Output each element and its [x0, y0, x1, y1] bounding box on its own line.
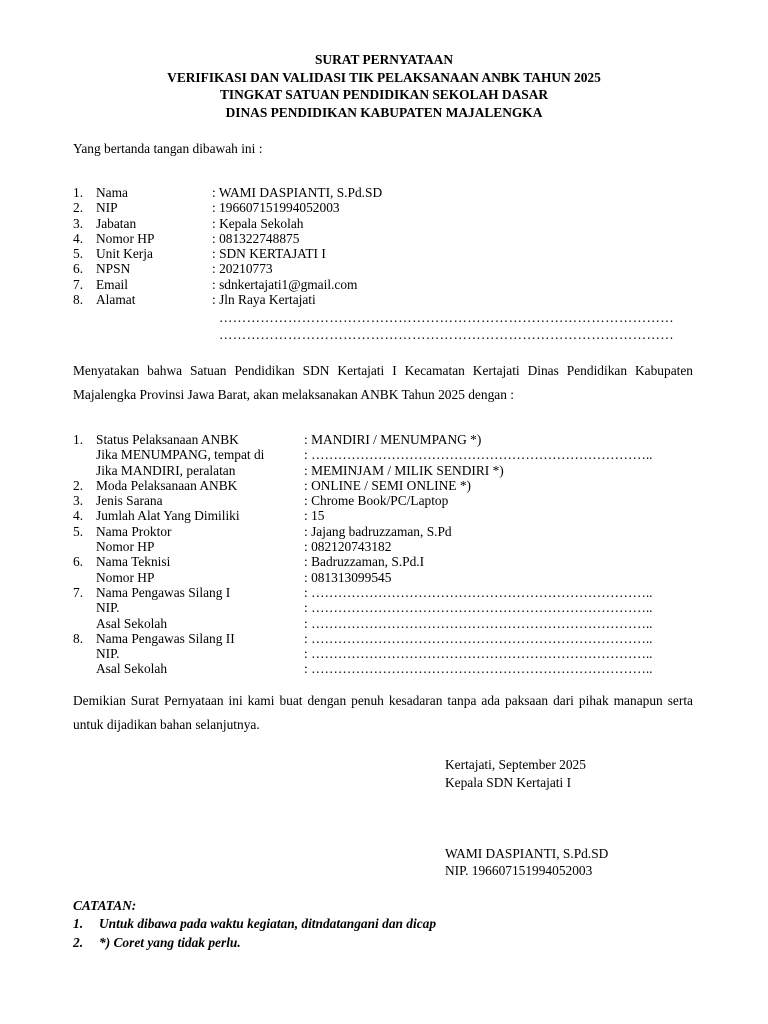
field-value: : MANDIRI / MENUMPANG *) [304, 432, 482, 447]
detail-row [73, 432, 693, 447]
item-number: 8. [73, 292, 84, 308]
signature-position: Kepala SDN Kertajati I [445, 775, 572, 790]
field-value: : ONLINE / SEMI ONLINE *) [304, 477, 471, 493]
document-title [0, 51, 768, 121]
item-number: 4. [73, 508, 84, 524]
field-value: : ………………………………………………………………….. [304, 630, 653, 646]
note-text: Untuk dibawa pada waktu kegiatan, ditndatangani dan dicap [99, 916, 437, 931]
field-value: : 15 [304, 508, 325, 524]
identity-row [73, 185, 693, 200]
signatory-nip: NIP. 196607151994052003 [445, 863, 593, 878]
field-value: : Chrome Book/PC/Laptop [304, 493, 449, 509]
detail-row [73, 524, 693, 539]
field-value: : MEMINJAM / MILIK SENDIRI *) [304, 462, 504, 478]
field-label: Nama Teknisi [96, 554, 171, 570]
field-label: Nama Pengawas Silang II [96, 630, 235, 646]
field-value: : SDN KERTAJATI I [212, 246, 326, 262]
detail-row [73, 646, 693, 661]
details-list [73, 432, 693, 677]
field-value: : sdnkertajati1@gmail.com [212, 276, 358, 292]
field-value: : 082120743182 [304, 539, 392, 555]
field-label: Status Pelaksanaan ANBK [96, 432, 239, 447]
field-value: : 081313099545 [304, 569, 392, 585]
signature-place-date: Kertajati, September 2025 [445, 757, 586, 772]
field-label: Nama Proktor [96, 523, 172, 539]
field-label: Jika MANDIRI, peralatan [96, 462, 236, 478]
identity-row [73, 277, 693, 292]
detail-row [73, 631, 693, 646]
field-label: Jumlah Alat Yang Dimiliki [96, 508, 240, 524]
title-line-3: TINGKAT SATUAN PENDIDIKAN SEKOLAH DASAR [219, 87, 549, 102]
field-label: Nomor HP [96, 539, 155, 555]
item-number: 8. [73, 630, 84, 646]
item-number: 6. [73, 554, 84, 570]
identity-row [73, 292, 693, 307]
note-item [73, 914, 436, 933]
identity-row [73, 200, 693, 215]
field-label: NIP [96, 200, 118, 216]
identity-list [73, 185, 693, 307]
detail-row [73, 463, 693, 478]
field-value: : ………………………………………………………………….. [304, 447, 653, 463]
field-label: Email [96, 276, 128, 292]
detail-row [73, 447, 693, 462]
field-label: Asal Sekolah [96, 661, 168, 677]
field-value: : ………………………………………………………………….. [304, 600, 653, 616]
item-number: 7. [73, 276, 84, 292]
field-label: Jenis Sarana [96, 493, 163, 509]
title-line-2: VERIFIKASI DAN VALIDASI TIK PELAKSANAAN ANBK TAHUN 2025 [167, 69, 601, 85]
item-number: 1. [73, 432, 84, 447]
field-value: : ………………………………………………………………….. [304, 646, 653, 662]
field-label: Alamat [96, 292, 136, 308]
field-value: : ………………………………………………………………….. [304, 661, 653, 677]
field-value: : 20210773 [212, 261, 273, 277]
field-value: : Kepala Sekolah [212, 215, 304, 231]
field-label: Nomor HP [96, 569, 155, 585]
identity-row [73, 231, 693, 246]
item-number: 4. [73, 230, 84, 246]
detail-row [73, 661, 693, 676]
item-number: 2. [73, 477, 84, 493]
item-number: 2. [73, 200, 84, 216]
address-dotted-line: ……………………………………………………………………………………… [219, 327, 675, 342]
note-text: *) Coret yang tidak perlu. [99, 935, 241, 950]
identity-row [73, 261, 693, 276]
item-number: 6. [73, 261, 84, 277]
field-label: Asal Sekolah [96, 615, 168, 631]
detail-row [73, 600, 693, 615]
identity-row [73, 216, 693, 231]
item-number: 5. [73, 246, 84, 262]
field-value: : ………………………………………………………………….. [304, 615, 653, 631]
field-label: Nama Pengawas Silang I [96, 584, 231, 600]
field-value: : WAMI DASPIANTI, S.Pd.SD [212, 185, 383, 200]
field-label: NIP. [96, 646, 120, 662]
detail-row [73, 539, 693, 554]
notes-heading: CATATAN: [73, 898, 137, 913]
identity-row [73, 246, 693, 261]
field-value: : Jln Raya Kertajati [212, 292, 316, 308]
item-number: 7. [73, 584, 84, 600]
note-item [73, 933, 241, 952]
detail-row [73, 478, 693, 493]
detail-row [73, 585, 693, 600]
item-number: 1. [73, 185, 84, 200]
field-value: : 081322748875 [212, 230, 300, 246]
note-number: 1. [73, 916, 84, 931]
title-line-4: DINAS PENDIDIKAN KABUPATEN MAJALENGKA [225, 104, 543, 120]
detail-row [73, 554, 693, 569]
field-label: Nomor HP [96, 230, 155, 246]
note-number: 2. [73, 935, 84, 950]
field-label: Unit Kerja [96, 246, 153, 262]
field-label: NPSN [96, 261, 131, 277]
field-label: NIP. [96, 600, 120, 616]
detail-row [73, 616, 693, 631]
field-value: : ………………………………………………………………….. [304, 584, 653, 600]
title-line-1: SURAT PERNYATAAN [314, 52, 454, 67]
closing-paragraph: Demikian Surat Pernyataan ini kami buat dengan penuh kesadaran tanpa ada paksaan dari pihak manapun serta untuk dijadikan bahan selanjutnya. [73, 693, 693, 732]
detail-row [73, 493, 693, 508]
field-label: Jika MENUMPANG, tempat di [96, 447, 265, 463]
signatory-name: WAMI DASPIANTI, S.Pd.SD [445, 846, 609, 861]
address-dotted-line: ……………………………………………………………………………………… [219, 310, 675, 325]
item-number: 3. [73, 215, 84, 231]
field-label: Nama [96, 185, 128, 200]
item-number: 3. [73, 493, 84, 509]
field-value: : 196607151994052003 [212, 200, 340, 216]
field-label: Moda Pelaksanaan ANBK [96, 477, 238, 493]
statement-paragraph: Menyatakan bahwa Satuan Pendidikan SDN Kertajati I Kecamatan Kertajati Dinas Pendidikan Kabupaten Majalengka Provinsi Jawa Barat, akan melaksanakan ANBK Tahun 2025 dengan : [73, 363, 693, 402]
field-value: : Badruzzaman, S.Pd.I [304, 554, 425, 570]
detail-row [73, 570, 693, 585]
field-label: Jabatan [96, 215, 137, 231]
intro-text: Yang bertanda tangan dibawah ini : [73, 141, 263, 156]
detail-row [73, 508, 693, 523]
field-value: : Jajang badruzzaman, S.Pd [304, 523, 452, 539]
item-number: 5. [73, 523, 84, 539]
